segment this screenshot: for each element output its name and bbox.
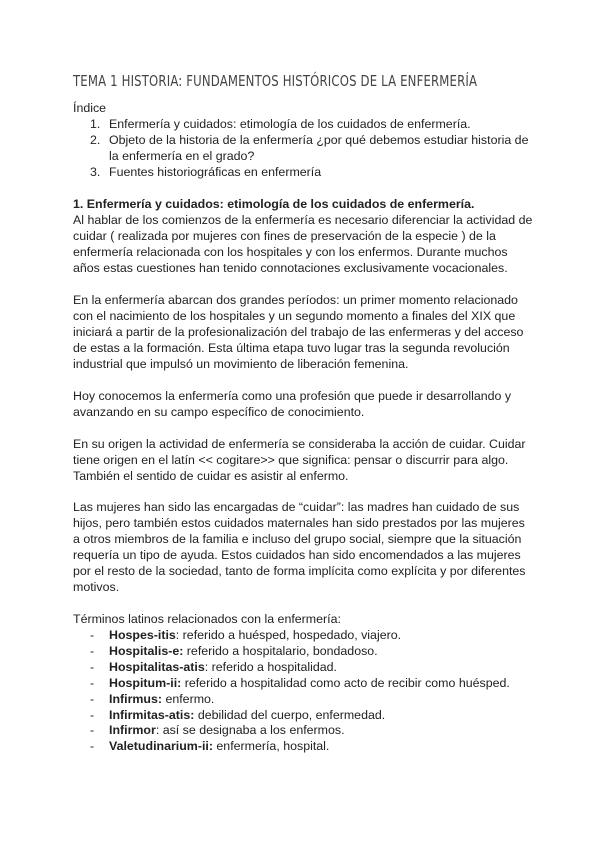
term-item [73, 644, 533, 660]
term-word: Valetudinarium-ii: [109, 739, 213, 754]
index-number: 1. [90, 117, 101, 131]
term-word: Hospes-itis [109, 628, 176, 642]
paragraph: Las mujeres han sido las encargadas de “cuidar”: las madres han cuidado de sus hijos, pero también estos cuidados maternales han sido prestados por las mujeres a otros miembros de la familia e incluso del grupo social, siempre que la situación requería un tipo de ayuda. Estos cuidados han sido encomendados a las mujeres por el resto de la sociedad, tanto de forma implícita como explícita y por diferentes motivos. [73, 500, 526, 594]
term-word: Hospitalitas-atis [109, 659, 205, 674]
term-item [73, 708, 533, 724]
term-word: Infirmor [109, 723, 156, 738]
term-word: Infirmitas-atis: [109, 707, 195, 722]
paragraph: Al hablar de los comienzos de la enfermería es necesario diferenciar la actividad de cuidar ( realizada por mujeres con fines de preservación de la especie ) de la enfermería relacionada con los hospitales y con los enfermos. Durante muchos años estas cuestiones han tenido connotaciones exclusivamente vocacionales. [73, 213, 533, 275]
index-label: Índice [73, 101, 107, 115]
index-text: Objeto de la historia de la enfermería ¿por qué debemos estudiar historia de la enfermería en el grado? [109, 132, 529, 163]
term-definition: referido a hospitalidad como acto de recibir como huésped. [181, 675, 510, 690]
index-item [73, 133, 533, 165]
term-definition: : así se designaba a los enfermos. [155, 723, 345, 738]
term-word: Infirmus: [109, 691, 163, 706]
list-dash: - [90, 691, 95, 706]
term-definition: referido a hospitalario, bondadoso. [183, 643, 378, 658]
paragraph: En su origen la actividad de enfermería se consideraba la acción de cuidar. Cuidar tiene origen en el latín << cogitare>> que significa: pensar o discurrir para algo. También el sentido de cuidar es asistir al enfermo. [73, 437, 526, 483]
index-number: 2. [90, 132, 101, 147]
term-item [73, 723, 533, 739]
terms-intro: Términos latinos relacionados con la enfermería: [73, 612, 341, 626]
index-list [73, 117, 533, 181]
term-definition: : referido a huésped, hospedado, viajero. [175, 628, 402, 642]
terms-list [73, 628, 533, 755]
list-dash: - [90, 723, 95, 738]
term-item [73, 739, 533, 755]
list-dash: - [90, 628, 95, 642]
term-word: Hospitalis-e: [109, 643, 184, 658]
term-item [73, 628, 533, 644]
section-heading: 1. Enfermería y cuidados: etimología de los cuidados de enfermería. [73, 197, 475, 211]
term-definition: debilidad del cuerpo, enfermedad. [194, 707, 386, 722]
list-dash: - [90, 707, 95, 722]
document-title: TEMA 1 HISTORIA: FUNDAMENTOS HISTÓRICOS DE LA ENFERMERÍA [73, 72, 478, 90]
list-dash: - [90, 659, 95, 674]
term-item [73, 660, 533, 676]
paragraph: Hoy conocemos la enfermería como una profesión que puede ir desarrollando y avanzando en su campo específico de conocimiento. [73, 389, 512, 419]
term-word: Hospitum-ii: [109, 675, 182, 690]
list-dash: - [90, 675, 95, 690]
index-text: Fuentes historiográficas en enfermería [109, 164, 322, 179]
paragraph: En la enfermería abarcan dos grandes períodos: un primer momento relacionado con el nacimiento de los hospitales y un segundo momento a finales del XIX que iniciará a partir de la profesionalización del trabajo de las enfermeras y del acceso de estas a la formación. Esta última etapa tuvo lugar tras la segunda revolución industrial que impulsó un movimiento de liberación femenina. [73, 293, 524, 371]
index-item [73, 165, 533, 181]
term-definition: enfermo. [162, 691, 215, 706]
list-dash: - [90, 739, 95, 754]
list-dash: - [90, 643, 95, 658]
term-definition: : referido a hospitalidad. [204, 659, 337, 674]
index-item [73, 117, 533, 133]
term-definition: enfermería, hospital. [212, 739, 330, 754]
term-item [73, 692, 533, 708]
term-item [73, 676, 533, 692]
index-number: 3. [90, 164, 101, 179]
index-text: Enfermería y cuidados: etimología de los cuidados de enfermería. [109, 117, 471, 131]
